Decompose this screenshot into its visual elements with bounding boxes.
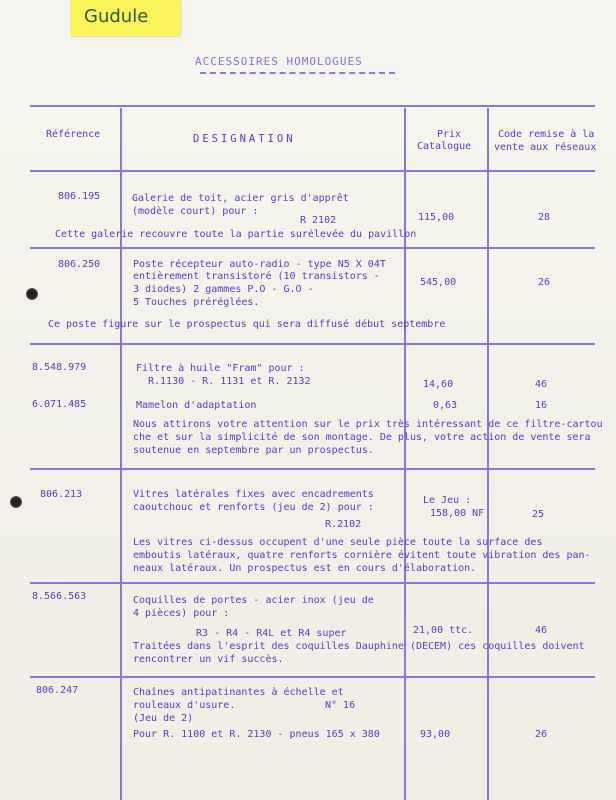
row7-line2: rouleaux d'usure. (133, 700, 236, 711)
row1-note: Cette galerie recouvre toute la partie surélevée du pavillon (55, 229, 417, 240)
row6-code: 46 (535, 625, 548, 636)
row6-prix: 21,00 ttc. (413, 625, 474, 636)
row4-prix: 0,63 (433, 400, 458, 411)
row1-line2: (modèle court) pour : (132, 206, 259, 217)
row3-prix: 14,60 (423, 379, 454, 390)
page-title: ACCESSOIRES HOMOLOGUES (195, 55, 363, 68)
row6-reference: 8.566.563 (32, 591, 87, 602)
row7-line1: Chaînes antipatinantes à échelle et (133, 687, 344, 698)
column-header-prix-1: Prix (437, 129, 462, 140)
column-header-code-1: Code remise à la (498, 129, 595, 140)
punch-hole-top (26, 288, 38, 300)
row3-line1: Filtre à huile "Fram" pour : (136, 363, 305, 374)
row2-reference: 806.250 (58, 259, 101, 270)
row5-prix: 158,00 NF (430, 508, 485, 519)
row-divider-5 (30, 676, 595, 678)
row2-prix: 545,00 (420, 277, 457, 288)
row4-note-1: Nous attirons votre attention sur le prix très intéressant de ce filtre-cartou (133, 419, 603, 430)
row2-line3: 3 diodes) 2 gammes P.O - G.O - (133, 284, 314, 295)
row-divider-4 (30, 582, 595, 584)
row6-line3: R3 - R4 - R4L et R4 super (196, 628, 347, 639)
row-divider-1 (30, 247, 595, 249)
row2-line2: entièrement transistoré (10 transistors - (133, 271, 380, 282)
row5-line2: caoutchouc et renforts (jeu de 2) pour : (133, 502, 374, 513)
row6-line1: Coquilles de portes - acier inox (jeu de (133, 595, 374, 606)
title-underline (200, 72, 395, 74)
column-line-3 (487, 108, 489, 800)
punch-hole-bottom (10, 496, 22, 508)
row2-code: 26 (538, 277, 551, 288)
column-header-prix-2: Catalogue (417, 141, 472, 152)
row7-prix: 93,00 (420, 729, 451, 740)
row5-code: 25 (532, 509, 545, 520)
row5-line3: R.2102 (325, 519, 362, 530)
table-top-border (30, 105, 595, 107)
row2-line4: 5 Touches préréglées. (133, 297, 260, 308)
row6-note-1: Traitées dans l'esprit des coquilles Dauphine (DECEM) ces coquilles doivent (133, 641, 585, 652)
row5-prix-label: Le Jeu : (423, 495, 472, 506)
row5-note-1: Les vitres ci-dessus occupent d'une seule pièce toute la surface des (133, 537, 543, 548)
column-header-designation: DESIGNATION (193, 133, 296, 145)
row5-note-3: neaux latéraux. Un prospectus est en cours d'élaboration. (133, 563, 477, 574)
row-divider-3 (30, 468, 595, 470)
row6-line2: 4 pièces) pour : (133, 608, 230, 619)
row6-note-2: rencontrer un vif succès. (133, 654, 284, 665)
row4-line1: Mamelon d'adaptation (136, 400, 257, 411)
row5-note-2: emboutis latéraux, quatre renforts cornière évitent toute vibration des pan- (133, 550, 591, 561)
row1-prix: 115,00 (418, 212, 455, 223)
row4-reference: 6.071.485 (32, 399, 87, 410)
row2-line1: Poste récepteur auto-radio - type N5 X 04T (133, 259, 386, 270)
row1-code: 28 (538, 212, 551, 223)
row7-tag: N° 16 (325, 700, 356, 711)
row7-line4: Pour R. 1100 et R. 2130 - pneus 165 x 380 (133, 729, 380, 740)
row4-note-2: che et sur la simplicité de son montage. De plus, votre action de vente sera (133, 432, 591, 443)
row5-line1: Vitres latérales fixes avec encadrements (133, 489, 374, 500)
header-bottom-border (30, 170, 595, 172)
column-line-2 (404, 108, 406, 800)
row7-code: 26 (535, 729, 548, 740)
row3-reference: 8.548.979 (32, 362, 87, 373)
row1-reference: 806.195 (58, 191, 101, 202)
row1-line3: R 2102 (300, 215, 337, 226)
column-header-reference: Référence (46, 129, 101, 140)
row3-code: 46 (535, 379, 548, 390)
sticky-note-text: Gudule (84, 6, 149, 27)
row7-reference: 806.247 (36, 685, 79, 696)
row-divider-2 (30, 343, 595, 345)
row1-line1: Galerie de toit, acier gris d'apprêt (132, 193, 349, 204)
row4-code: 16 (535, 400, 548, 411)
row4-note-3: soutenue en septembre par un prospectus. (133, 445, 374, 456)
column-header-code-2: vente aux réseaux (494, 142, 597, 153)
column-line-1 (120, 108, 122, 800)
row5-reference: 806.213 (40, 489, 83, 500)
row7-line3: (Jeu de 2) (133, 713, 194, 724)
row2-note: Ce poste figure sur le prospectus qui sera diffusé début septembre (48, 319, 446, 330)
sticky-note (70, 0, 180, 36)
row3-line2: R.1130 - R. 1131 et R. 2132 (148, 376, 311, 387)
